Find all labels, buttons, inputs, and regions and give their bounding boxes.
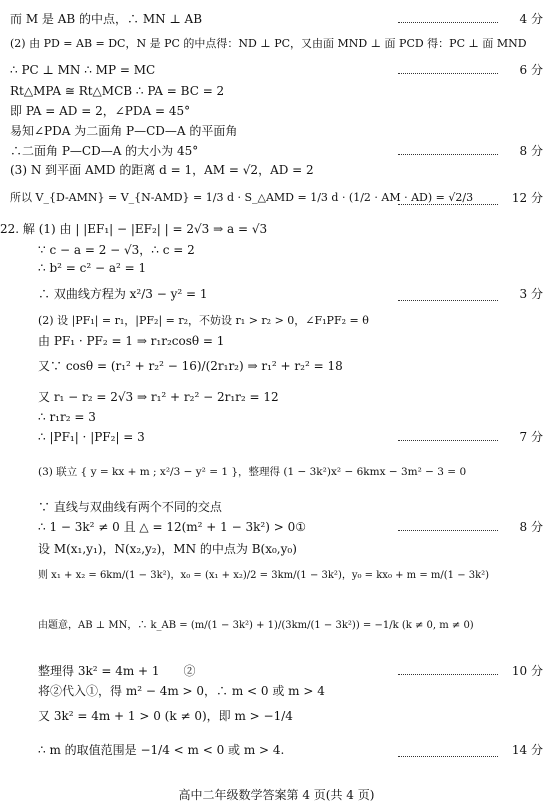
page-footer: 高中二年级数学答案第 4 页(共 4 页) — [178, 788, 375, 802]
answer-line: 整理得 3k² = 4m + 1 ② 10 分 — [38, 664, 543, 678]
answer-line: 所以 V_{D-AMN} = V_{N-AMD} = 1/3 d · S_△AMD = 1/3 d · (1/2 · AM · AD) = √2/3 12 分 — [10, 191, 543, 205]
answer-line: 又 3k² = 4m + 1 > 0 (k ≠ 0)，即 m > −1/4 — [38, 709, 293, 723]
answer-line: 而 M 是 AB 的中点，∴ MN ⊥ AB 4 分 — [10, 12, 543, 26]
answer-line: ∴二面角 P—CD—A 的大小为 45° 8 分 — [10, 144, 543, 158]
answer-line: (2) 由 PD = AB = DC，N 是 PC 的中点得：ND ⊥ PC，又由面 MND ⊥ 面 PCD 得：PC ⊥ 面 MND — [10, 37, 527, 50]
answer-line: 由题意，AB ⊥ MN，∴ k_AB = (m/(1 − 3k²) + 1)/(3km/(1 − 3k²)) = −1/k (k ≠ 0, m ≠ 0) — [38, 620, 474, 631]
answer-line: 将②代入①，得 m² − 4m > 0，∴ m < 0 或 m > 4 — [38, 684, 325, 698]
answer-line: 22. 解 (1) 由 | |EF₁| − |EF₂| | = 2√3 ⇒ a = √3 — [0, 222, 268, 236]
answer-line: 则 x₁ + x₂ = 6km/(1 − 3k²)，x₀ = (x₁ + x₂)/2 = 3km/(1 − 3k²)，y₀ = kx₀ + m = m/(1 − 3k²) — [38, 570, 490, 581]
answer-line: ∴ |PF₁| · |PF₂| = 3 7 分 — [38, 430, 543, 444]
answer-line: ∵ c − a = 2 − √3，∴ c = 2 — [38, 243, 195, 257]
answer-line: Rt△MPA ≅ Rt△MCB ∴ PA = BC = 2 — [10, 84, 225, 98]
answer-line: (3) 联立 { y = kx + m ; x²/3 − y² = 1 }，整理得 (1 − 3k²)x² − 6kmx − 3m² − 3 = 0 — [38, 466, 467, 478]
answer-line: ∴ PC ⊥ MN ∴ MP = MC 6 分 — [10, 63, 543, 77]
answer-line: 由 PF₁ · PF₂ = 1 ⇒ r₁r₂cosθ = 1 — [38, 334, 225, 348]
answer-line: ∴ r₁r₂ = 3 — [38, 410, 96, 424]
answer-line: 设 M(x₁,y₁)，N(x₂,y₂)，MN 的中点为 B(x₀,y₀) — [38, 542, 297, 556]
answer-line: (3) N 到平面 AMD 的距离 d = 1，AM = √2，AD = 2 — [10, 163, 314, 177]
answer-line: ∴ m 的取值范围是 −1/4 < m < 0 或 m > 4. 14 分 — [38, 743, 543, 757]
answer-line: ∴ 双曲线方程为 x²/3 − y² = 1 3 分 — [38, 287, 543, 301]
answer-line: 又∵ cosθ = (r₁² + r₂² − 16)/(2r₁r₂) ⇒ r₁² + r₂² = 18 — [38, 359, 343, 373]
answer-line: ∵ 直线与双曲线有两个不同的交点 — [38, 500, 222, 514]
answer-line: ∴ b² = c² − a² = 1 — [38, 261, 147, 275]
answer-line: ∴ 1 − 3k² ≠ 0 且 △ = 12(m² + 1 − 3k²) > 0① 8 分 — [38, 520, 543, 534]
answer-line: 即 PA = AD = 2，∠PDA = 45° — [10, 104, 191, 118]
answer-line: 易知∠PDA 为二面角 P—CD—A 的平面角 — [10, 124, 238, 138]
answer-line: (2) 设 |PF₁| = r₁，|PF₂| = r₂，不妨设 r₁ > r₂ > 0，∠F₁PF₂ = θ — [38, 314, 369, 327]
answer-line: 又 r₁ − r₂ = 2√3 ⇒ r₁² + r₂² − 2r₁r₂ = 12 — [38, 390, 279, 404]
